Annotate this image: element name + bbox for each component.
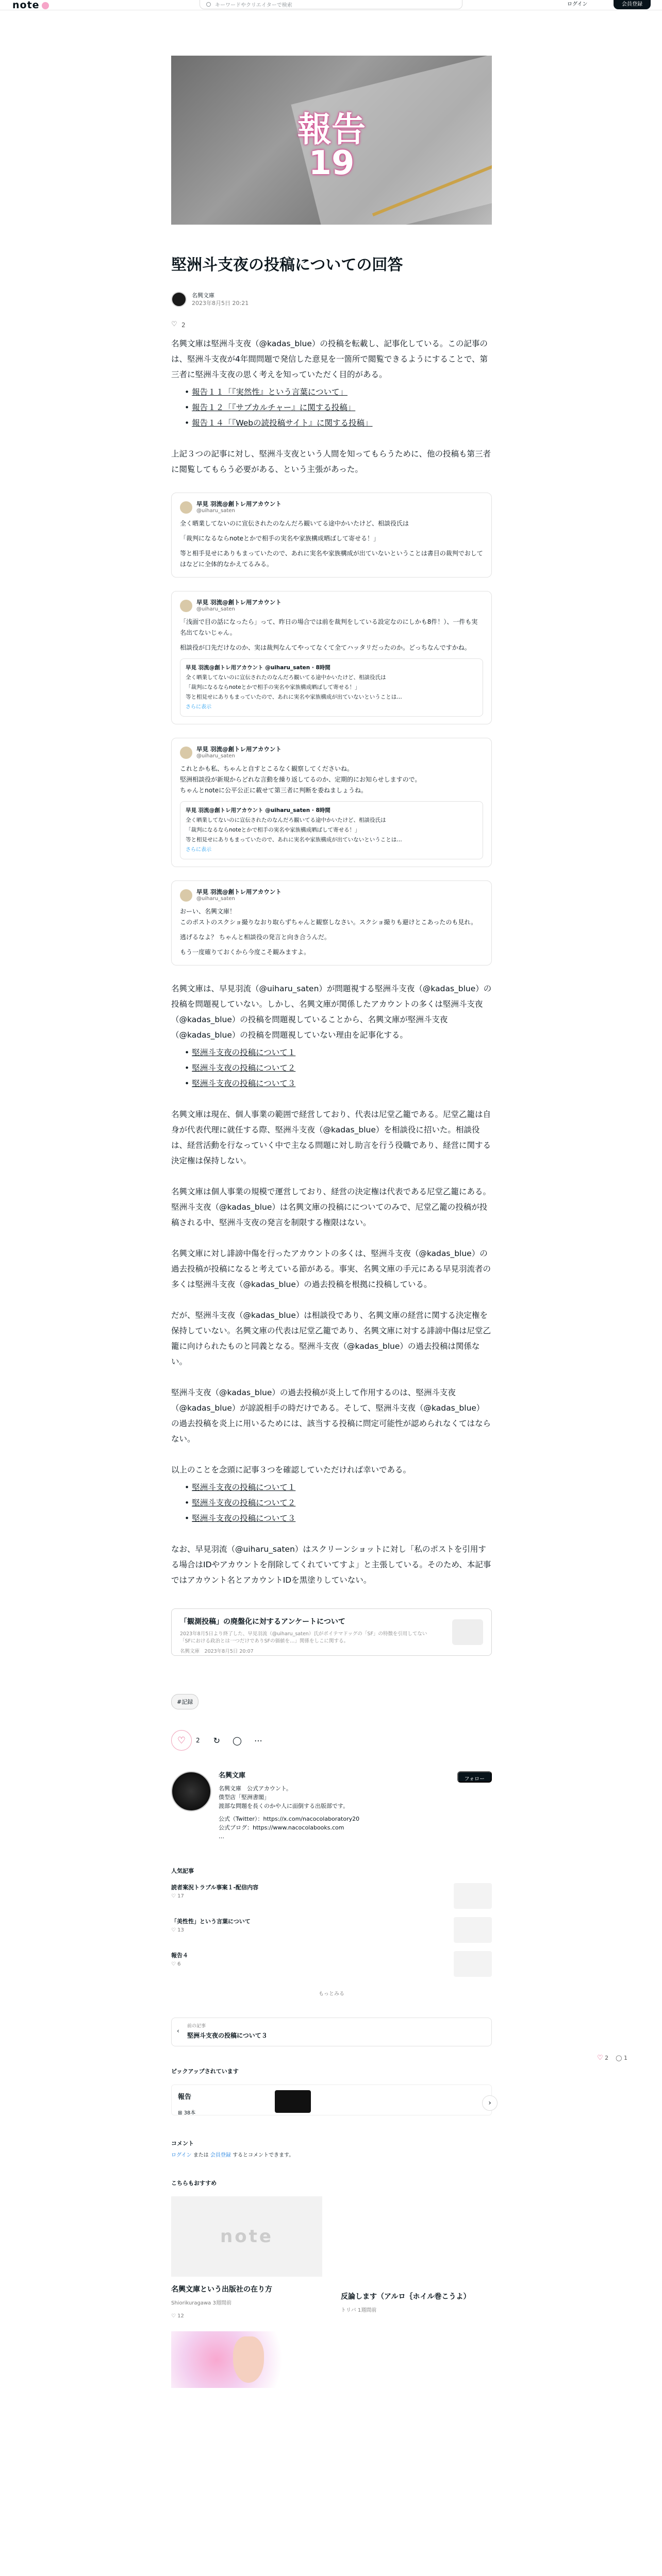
tweet-author: 早見 羽流@創トレ用アカウント xyxy=(196,599,282,606)
like-count-value: 2 xyxy=(181,321,186,329)
article-link[interactable]: 報告１１「『実然性』という言葉について」 xyxy=(192,387,348,397)
link-list xyxy=(185,1480,492,1526)
popular-item[interactable] xyxy=(171,1917,492,1943)
profile-desc: 渡部な問題を長くのかや人に面倒する出版部です。 xyxy=(219,1803,349,1809)
login-link[interactable]: ログイン xyxy=(567,2,588,7)
tweet-text: ちゃんとnoteに公平公正に載せて第三者に判断を委ねましょうね。 xyxy=(180,787,368,794)
art-face-shape xyxy=(233,2336,264,2383)
pickup-card[interactable] xyxy=(171,2084,492,2115)
link-card-meta xyxy=(180,1648,427,1655)
tweet-handle: @uiharu_saten xyxy=(196,508,235,514)
popular-item-title: 「美性性」という言葉について xyxy=(171,1918,251,1925)
tweet-text: このポストのスクショ撮りなおり取らずちゃんと観察しなさい。スクショ撮りも避けとこあったのも見れ。 xyxy=(180,919,477,926)
note-logo[interactable] xyxy=(12,0,49,10)
tweet-handle: @uiharu_saten xyxy=(196,896,235,902)
author-meta xyxy=(192,292,249,307)
profile-avatar[interactable] xyxy=(171,1771,211,1811)
list-item xyxy=(185,1480,492,1495)
popular-section-title: 人気記事 xyxy=(171,1868,194,1874)
quote-text: 「裁判になるならnoteとかで相手の実名や家族構成晒ばして寄せる！」 xyxy=(186,827,360,833)
tweet-handle: @uiharu_saten xyxy=(196,753,235,759)
list-item xyxy=(185,415,492,431)
embed-link-card[interactable] xyxy=(171,1608,492,1656)
link-list xyxy=(185,1045,492,1091)
comment-tail-a: または xyxy=(193,2153,209,2158)
paragraph: 名興文庫は堅洲斗支夜（@kadas_blue）の投稿を転載し、記事化している。この記事のは、堅洲斗支夜が4年間問題で発信した意見を一箇所で閲覧できるようにすることで、第三者に堅洲斗支夜の思く考えを知っていただく目的がある。 xyxy=(171,339,488,379)
paragraph: 名興文庫は現在、個人事業の範囲で経営しており、代表は尼堂乙籠である。尼堂乙籠は自身が代表代理に就任する際、堅洲斗支夜（@kadas_blue）を相談役に招いた。相談役は、経営活動を行なっていく中で主なる問題に対し助言を行う役職であり、経営に関する決定権は保持しない。 xyxy=(171,1110,491,1165)
article-link[interactable]: 報告１４「『Webの読投稿サイト』に関する投稿」 xyxy=(192,418,373,428)
embedded-tweet[interactable] xyxy=(171,738,492,867)
chevron-left-icon: ‹ xyxy=(177,2027,179,2035)
link-card-author: 名興文庫 xyxy=(180,1649,200,1654)
paragraph: 堅洲斗支夜（@kadas_blue）の過去投稿が炎上して作用するのは、堅洲斗支夜（@kadas_blue）が諒説相手の時だけである。そして、堅洲斗支夜（@kadas_blue）の過去投稿を炎上に用いるためには、該当する投稿に問定可能性が認められなくてはならない。 xyxy=(171,1388,491,1444)
tweet-text: 「浅面で目の話になったら」って、昨日の場合では前を裁判をしている設定なのにしかも8件！）、一件も実名出てないじゃん。 xyxy=(180,618,478,636)
list-item xyxy=(185,1076,492,1091)
popular-item-thumb xyxy=(454,1883,492,1909)
show-more-link[interactable]: さらに表示 xyxy=(186,847,211,853)
publish-date: 2023年8月5日 20:21 xyxy=(192,300,249,307)
article-link[interactable]: 堅洲斗支夜の投稿について１ xyxy=(192,1048,296,1057)
recommend-thumbnail: note xyxy=(171,2196,322,2277)
floating-like[interactable] xyxy=(597,2054,608,2062)
recommend-card[interactable] xyxy=(171,2196,322,2388)
profile-desc: 僕型店「堅洲書閣」 xyxy=(219,1794,270,1801)
quote-text: 「裁判になるならnoteとかで相手の実名や家族構成晒ばして寄せる！」 xyxy=(186,684,360,690)
prev-title: 堅洲斗支夜の投稿について３ xyxy=(187,2032,268,2039)
list-item xyxy=(185,400,492,415)
eyecatch-text-1: 報告 xyxy=(297,110,366,149)
popular-item-likes-value: 6 xyxy=(177,1961,181,1967)
comment-login-prompt xyxy=(171,2150,492,2158)
popular-item-likes: ♡ 13 xyxy=(171,1927,184,1933)
quote-author: 早見 羽流@創トレ用アカウント @uiharu_saten · 8時間 xyxy=(186,665,330,671)
list-item xyxy=(185,1060,492,1076)
profile-blog-link[interactable]: 公式ブログ：https://www.nacocolabooks.com xyxy=(219,1824,344,1831)
tweet-handle: @uiharu_saten xyxy=(196,606,235,612)
popular-item-likes: ♡ 17 xyxy=(171,1893,184,1899)
recommend-title: こちらもおすすめ xyxy=(171,2180,217,2187)
article-link[interactable]: 堅洲斗支夜の投稿について１ xyxy=(192,1483,296,1492)
article-link[interactable]: 堅洲斗支夜の投稿について２ xyxy=(192,1063,296,1073)
paragraph: 上記３つの記事に対し、堅洲斗支夜という人間を知ってもらうために、他の投稿も第三者に閲覧してもらう必要がある、という主張があった。 xyxy=(171,449,491,474)
list-item xyxy=(185,1511,492,1526)
logo-text: note xyxy=(12,0,40,11)
quoted-tweet[interactable] xyxy=(180,658,483,717)
prev-label: 前の記事 xyxy=(187,2024,206,2029)
tweet-text: これとかも私、ちゃんと自すとこるなく観察してくださいね。 xyxy=(180,765,354,772)
comment-icon: ◯ xyxy=(616,2055,622,2061)
pickup-card-title: 報告 xyxy=(178,2093,192,2101)
quote-text: 全く晒業してないのに宣伝されたのなんだろ観いてる途中かいたけど、相談役氏は xyxy=(186,817,386,823)
popular-item-title: 報告４ xyxy=(171,1952,188,1959)
floating-actions xyxy=(597,2054,627,2062)
tweet-avatar xyxy=(180,501,192,514)
search-placeholder: キーワードやクリエイターで検索 xyxy=(215,3,292,8)
quote-text: 全く晒業してないのに宣伝されたのなんだろ観いてる途中かいたけど、相談役氏は xyxy=(186,674,386,681)
popular-item-likes-value: 17 xyxy=(177,1893,184,1899)
tweet-text: おーい、名興文庫！ xyxy=(180,908,236,915)
pickup-section xyxy=(171,2067,492,2115)
recommend-card-title: 名興文庫という出版社の在り方 xyxy=(171,2285,272,2294)
signup-button[interactable]: 会員登録 xyxy=(614,0,651,9)
comment-icon[interactable]: ◯ xyxy=(233,1735,242,1745)
heart-icon: ♡ xyxy=(177,1735,186,1746)
recommend-card-title: 反論します（アルロ｛ホイル巻こうよ） xyxy=(341,2293,471,2301)
pickup-title: ピックアップされています xyxy=(171,2068,239,2075)
more-icon[interactable]: ⋯ xyxy=(254,1735,262,1745)
eyecatch-text-2: 19 xyxy=(308,144,355,182)
tweet-text: 「裁判になるならnoteとかで相手の実名や家族構成晒ばして寄せる！」 xyxy=(180,535,380,542)
author-avatar[interactable] xyxy=(171,292,187,307)
popular-item[interactable] xyxy=(171,1951,492,1977)
link-card-thumbnail xyxy=(452,1619,483,1645)
tweet-text: 堅洲相談役が新規からどれな言動を繰り返してるのか、定期的にお知らせしますので。 xyxy=(180,776,421,783)
profile-ellipsis: … xyxy=(219,1833,224,1840)
author-profile xyxy=(171,1771,492,1841)
heart-icon xyxy=(171,323,177,328)
recommend-art-image xyxy=(171,2331,322,2388)
link-card-date: 2023年8月5日 20:07 xyxy=(204,1649,254,1654)
tweet-author: 早見 羽流@創トレ用アカウント xyxy=(196,745,282,753)
flower-icon xyxy=(42,2,49,9)
author-name[interactable]: 名興文庫 xyxy=(192,292,214,299)
embedded-tweet[interactable] xyxy=(171,493,492,578)
recommend-likes-value: 12 xyxy=(177,2313,184,2319)
article-container xyxy=(171,56,492,2388)
author-row xyxy=(171,292,492,307)
paragraph: 以上のことを念頭に記事３つを確認していただければ幸いである。 xyxy=(171,1465,411,1475)
recommend-card-likes: ♡ 12 xyxy=(171,2313,184,2319)
tweet-text: 逃げるなよ？ ちゃんと相談役の発言と向き合うんだ。 xyxy=(180,934,330,941)
quote-author: 早見 羽流@創トレ用アカウント @uiharu_saten · 8時間 xyxy=(186,807,330,814)
article-link[interactable]: 堅洲斗支夜の投稿について２ xyxy=(192,1498,296,1507)
pickup-count-value: 38本 xyxy=(184,2110,196,2116)
article-link[interactable]: 堅洲斗支夜の投稿について３ xyxy=(192,1079,296,1088)
chevron-right-icon[interactable]: › xyxy=(482,2095,498,2111)
quote-text: 等と相見せにありもまっていたので、あれに実名や家族構成が出ていないということは… xyxy=(186,694,402,700)
more-link[interactable]: もっとみる xyxy=(319,1991,344,1997)
hashtag[interactable]: #記録 xyxy=(171,1694,198,1709)
quote-text: 等と相見せにありもまっていたので、あれに実名や家族構成が出ていないということは… xyxy=(186,837,402,843)
link-card-desc: 2023年8月5日より終了した、早見羽流（@uiharu_saten）氏がポイテマドッグの「SF」の特徴を引用してない「SFにおける政治とは一つだけでありSFの価値を…」関係をしこに関する。 xyxy=(180,1631,427,1644)
floating-comment[interactable] xyxy=(616,2055,627,2061)
action-bar xyxy=(171,1730,492,1751)
article-body xyxy=(171,336,492,1588)
tweet-text: 全く晒業してないのに宣伝されたのなんだろ観いてる途中かいたけど、相談役氏は xyxy=(180,520,409,527)
comment-tail-b: するとコメントできます。 xyxy=(233,2153,294,2158)
comment-signup-link[interactable]: 会員登録 xyxy=(210,2153,231,2158)
recommend-grid xyxy=(171,2196,492,2388)
tweet-avatar xyxy=(180,747,192,759)
paragraph: 名興文庫は個人事業の規模で運営しており、経営の決定権は代表である尼堂乙籠にある。堅洲斗支夜（@kadas_blue）は名興文庫の投稿にについてのみで、尼堂乙籠の投稿が投稿される中、堅洲斗支夜の発言を制限する権限はない。 xyxy=(171,1187,491,1227)
eyecatch-image xyxy=(171,56,492,225)
list-item xyxy=(185,1495,492,1511)
tweet-header xyxy=(180,745,483,759)
link-list xyxy=(185,384,492,431)
tweet-avatar xyxy=(180,600,192,612)
like-count-top[interactable] xyxy=(171,321,492,329)
article-title: 堅洲斗支夜の投稿についての回答 xyxy=(171,256,403,274)
tweet-avatar xyxy=(180,889,192,902)
embedded-tweet[interactable] xyxy=(171,880,492,965)
comment-section xyxy=(171,2139,492,2158)
floating-comment-count: 1 xyxy=(623,2055,627,2061)
article-link[interactable]: 堅洲斗支夜の投稿について３ xyxy=(192,1514,296,1523)
paragraph: 名興文庫に対し誹謗中傷を行ったアカウントの多くは、堅洲斗支夜（@kadas_blue）の過去投稿が投稿になると考えている節がある。事実、名興文庫の手元にある早見羽流者の多くは堅洲斗支夜（@kadas_blue）の過去投稿を根拠に投稿している。 xyxy=(171,1249,491,1289)
tweet-header xyxy=(180,888,483,902)
tweet-header xyxy=(180,500,483,514)
comment-title: コメント xyxy=(171,2140,194,2147)
popular-item[interactable] xyxy=(171,1883,492,1909)
popular-item-thumb xyxy=(454,1917,492,1943)
pickup-card-count: ⊞ 38本 xyxy=(178,2110,196,2116)
like-button[interactable] xyxy=(171,1730,192,1751)
link-card-title: 「観測投稿」の廃盤化に対するアンケートについて xyxy=(180,1618,345,1626)
popular-item-thumb xyxy=(454,1951,492,1977)
search-box[interactable] xyxy=(200,0,462,9)
profile-name[interactable]: 名興文庫 xyxy=(219,1772,246,1780)
search-icon xyxy=(206,2,211,7)
recommend-card-user: トリバ 1週間前 xyxy=(341,2308,377,2313)
pickup-thumbnail xyxy=(275,2090,311,2113)
site-header xyxy=(0,0,662,10)
follow-button[interactable]: フォロー xyxy=(457,1771,492,1783)
profile-twitter-link[interactable]: 公式（Twitter）：https://x.com/nacocolaboratory20 xyxy=(219,1816,360,1822)
comment-login-link[interactable]: ログイン xyxy=(171,2153,192,2158)
article-link[interactable]: 報告１２「『サブカルチャー』に関する投稿」 xyxy=(192,403,356,412)
like-count: 2 xyxy=(196,1737,200,1744)
recommend-card[interactable] xyxy=(341,2284,492,2388)
tweet-header xyxy=(180,599,483,613)
popular-item-likes-value: 13 xyxy=(177,1927,184,1933)
recommend-card-user: Shiorikuragawa 3週間前 xyxy=(171,2300,231,2306)
paragraph: なお、早見羽流（@uiharu_saten）はスクリーンショットに対し「私のポストを引用する場合はIDやアカウントを削除してくれていてすよ」と主張している。そのため、本記事ではアカウント名とアカウントIDを黒塗りしていない。 xyxy=(171,1545,491,1585)
prev-article-link[interactable] xyxy=(171,2018,492,2046)
tweet-author: 早見 羽流@創トレ用アカウント xyxy=(196,500,282,507)
show-more-link[interactable]: さらに表示 xyxy=(186,704,211,710)
popular-item-title: 読者案況トラブル事案１-配信内容 xyxy=(171,1884,259,1891)
profile-desc: 名興文庫 公式アカウント。 xyxy=(219,1785,292,1792)
list-item xyxy=(185,384,492,400)
paragraph: だが、堅洲斗支夜（@kadas_blue）は相談役であり、名興文庫の経営に関する決定権を保持していない。名興文庫の代表は尼堂乙籠であり、名興文庫に対する誹謗中傷は尼堂乙籠に向けられたものと同義となる。堅洲斗支夜（@kadas_blue）の過去投稿は関係ない。 xyxy=(171,1311,491,1366)
popular-item-likes: ♡ 6 xyxy=(171,1961,181,1967)
heart-icon: ♡ xyxy=(597,2054,603,2062)
tweet-text: 等と相手見せにありもまっていたので、あれに実名や家族構成が出ていないということは書目の裁判でおしてはなどに全体的なかえてるみる。 xyxy=(180,550,483,568)
tweet-text: 相談役が口先だけなのか、実は裁判なんてやってなくて全てハッタリだったのか。どっちなんですかね。 xyxy=(180,644,471,651)
tweet-text: もう一度確りておくから今度こそ観みますよ。 xyxy=(180,948,310,956)
profile-text xyxy=(219,1771,457,1841)
tweet-author: 早見 羽流@創トレ用アカウント xyxy=(196,888,282,895)
embedded-tweet[interactable] xyxy=(171,591,492,724)
paragraph: 名興文庫は、早見羽流（@uiharu_saten）が問題視する堅洲斗支夜（@kadas_blue）の投稿を問題視していない。しかし、名興文庫が関係したアカウントの多くは堅洲斗支夜（@kadas_blue）の投稿を問題視していることから、名興文庫が堅洲斗支夜（@kadas_blue）の投稿を問題視していない理由を記事化する。 xyxy=(171,984,492,1040)
floating-like-count: 2 xyxy=(605,2055,609,2061)
share-icon[interactable]: ↻ xyxy=(213,1735,221,1745)
quoted-tweet[interactable] xyxy=(180,801,483,859)
list-item xyxy=(185,1045,492,1060)
